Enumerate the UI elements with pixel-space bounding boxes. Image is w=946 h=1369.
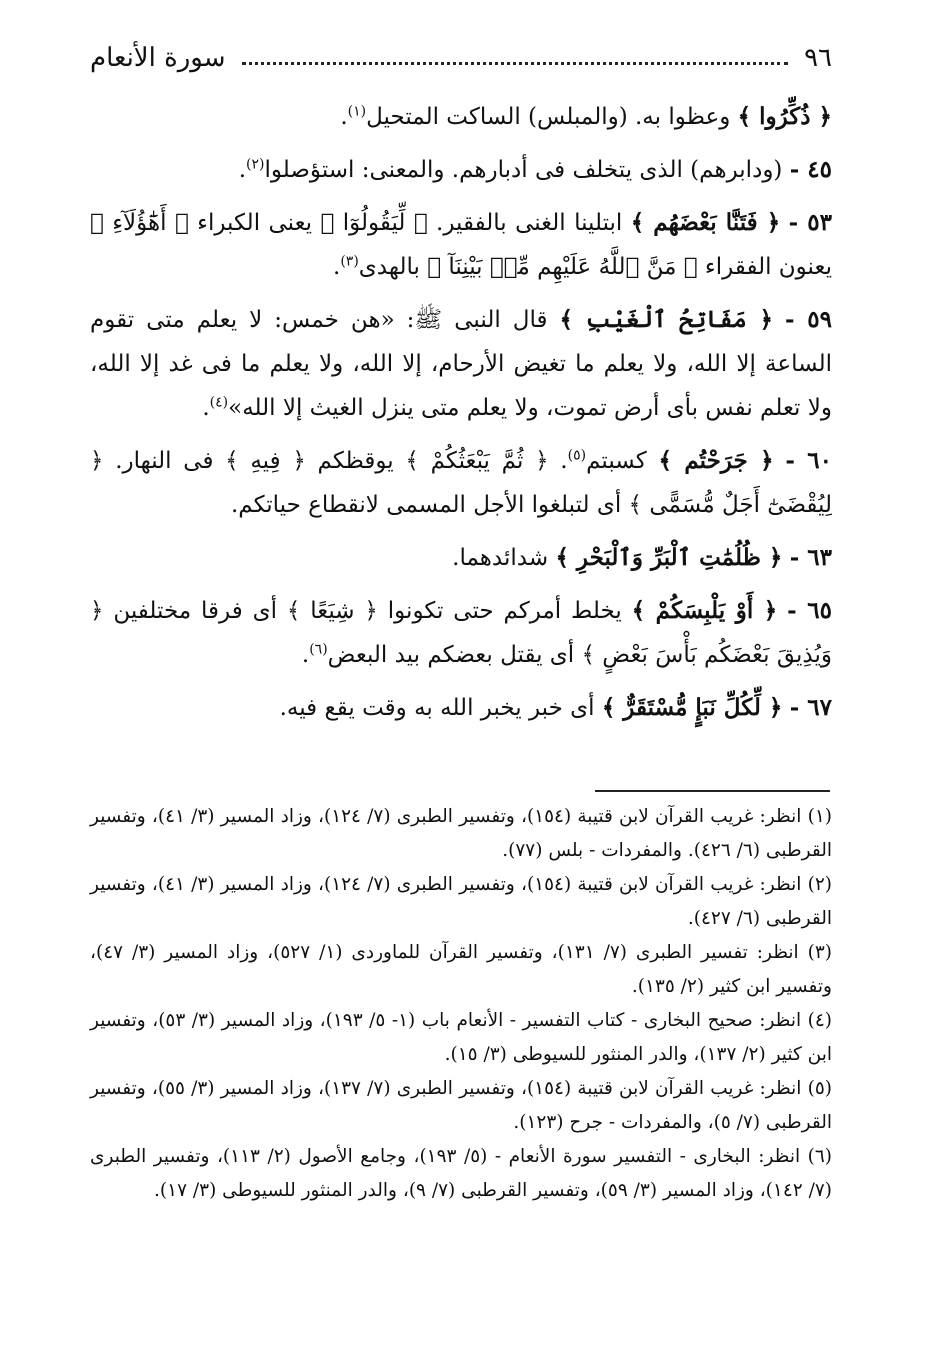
gloss-text: (ودابرهم) الذى يتخلف فى أدبارهم. والمعنى: استؤصلوا (264, 157, 783, 183)
verse-number: ٦٧ - (789, 694, 832, 721)
gloss-text: يخلط أمركم حتى تكونوا ﴿ شِيَعًا ﴾ أى فرقا مختلفين ﴿ وَيُذِيقَ بَعْضَكُم بَأْسَ بَعْضٍ ﴾ أى يقتل بعضكم بيد البعض (90, 598, 832, 668)
gloss-end: . (301, 642, 310, 668)
gloss-end: . (202, 395, 210, 421)
gloss-entry (90, 439, 832, 527)
header-dotted-leader (242, 62, 789, 65)
gloss-text: قال النبى ﷺ: «هن خمس: لا يعلم متى تقوم الساعة إلا الله، ولا يعلم ما تغيض الأرحام، إلا الله، ولا يعلم ما فى غد إلا الله، ولا تعلم نفس بأى أرض تموت، ولا يعلم متى ينزل الغيث إلا الله» (90, 307, 832, 421)
footnote-ref: (٦) (309, 641, 328, 658)
gloss-text: كسبتم (586, 448, 659, 474)
quran-phrase: ﴿ جَرَحْتُم ﴾ (658, 447, 774, 474)
gloss-entry (90, 536, 832, 580)
gloss-text: شدائدهما. (452, 545, 556, 571)
footnote-ref: (٥) (567, 447, 587, 464)
footnote-separator (595, 790, 830, 792)
quran-phrase: ﴿ ظُلُمَٰتِ ٱلْبَرِّ وَٱلْبَحْرِ ﴾ (555, 544, 783, 571)
gloss-entry (90, 148, 832, 192)
footnote: (٣) انظر: تفسير الطبرى (٧/ ١٣١)، وتفسير القرآن للماوردى (١/ ٥٢٧)، وزاد المسير (٣/ ٤٧)، وتفسير ابن كثير (٢/ ١٣٥). (90, 942, 832, 997)
footnote: (٤) انظر: صحيح البخارى - كتاب التفسير - الأنعام باب (١- ٥/ ١٩٣)، وزاد المسير (٣/ ٥٣)، وتفسير ابن كثير (٢/ ١٣٧)، والدر المنثور للسيوطى (٣/ ١٥). (90, 1010, 833, 1065)
gloss-end: . (333, 254, 341, 280)
gloss-entry (90, 298, 832, 430)
surah-title: سورة الأنعام (90, 43, 226, 73)
quran-phrase: ﴿ أَوْ يَلْبِسَكُمْ ﴾ (631, 597, 778, 624)
gloss-entry (90, 201, 832, 289)
verse-number: ٥٩ - (784, 306, 832, 333)
footnote-ref: (١) (347, 103, 367, 120)
gloss-end: . ﴿ ثُمَّ يَبْعَثُكُمْ ﴾ يوقظكم ﴿ فِيهِ ﴾ فى النهار. ﴿ لِيُقْضَىٰٓ أَجَلٌ مُّسَمًّى ﴾ أى لتبلغوا الأجل المسمى لانقطاع حياتكم. (90, 448, 832, 518)
footnote-ref: (٢) (246, 156, 265, 173)
footnotes (90, 800, 832, 1208)
quran-phrase: ﴿ مَفَاتِحُ ٱلْغَيْبِ ﴾ (559, 306, 773, 333)
footnote: (٥) انظر: غريب القرآن لابن قتيبة (١٥٤)، وتفسير الطبرى (٧/ ١٣٧)، وزاد المسير (٣/ ٥٥)، وتفسير القرطبى (٧/ ٥)، والمفردات - جرح (١٢٣). (90, 1078, 832, 1133)
gloss-text: ابتلينا الغنى بالفقير. ﴿ لِّيَقُولُوٓا ﴾ يعنى الكبراء ﴿ أَهَٰٓؤُلَآءِ ﴾ يعنون الفقراء ﴿ مَنَّ ٱللَّهُ عَلَيْهِم مِّنۢ بَيْنِنَآ ﴾ بالهدى (90, 210, 832, 280)
quran-phrase: ﴿ لِّكُلِّ نَبَإٍ مُّسْتَقَرٌّ ﴾ (601, 694, 783, 721)
footnote-ref: (٤) (209, 394, 229, 411)
gloss-entry (90, 95, 832, 139)
footnote: (٢) انظر: غريب القرآن لابن قتيبة (١٥٤)، وتفسير الطبرى (٧/ ١٢٤)، وزاد المسير (٣/ ٤١)، وتفسير القرطبى (٦/ ٤٢٧). (90, 874, 832, 929)
running-header (90, 38, 832, 78)
verse-number: ٦٠ - (785, 447, 833, 474)
quran-phrase: ﴿ فَتَنَّا بَعْضَهُم ﴾ (630, 209, 781, 236)
gloss-entry (90, 686, 832, 730)
verse-number: ٦٣ - (789, 544, 832, 571)
gloss-text: أى خبر يخبر الله به وقت يقع فيه. (279, 695, 602, 721)
main-text (90, 95, 832, 739)
quran-phrase: ﴿ ذُكِّرُوا ﴾ (737, 103, 832, 130)
verse-number: ٥٣ - (788, 209, 832, 236)
page-number: ٩٦ (804, 43, 832, 73)
footnote-ref: (٣) (340, 253, 359, 270)
footnote: (١) انظر: غريب القرآن لابن قتيبة (١٥٤)، وتفسير الطبرى (٧/ ١٢٤)، وزاد المسير (٣/ ٤١)، وتفسير القرطبى (٦/ ٤٢٦). والمفردات - بلس (٧٧). (90, 806, 832, 861)
verse-number: ٤٥ - (789, 156, 832, 183)
gloss-end: . (238, 157, 247, 183)
gloss-entry (90, 589, 832, 677)
footnote: (٦) انظر: البخارى - التفسير سورة الأنعام - (٥/ ١٩٣)، وجامع الأصول (٢/ ١١٣)، وتفسير الطبرى (٧/ ١٤٢)، وزاد المسير (٣/ ٥٩)، وتفسير القرطبى (٧/ ٩)، والدر المنثور للسيوطى (٣/ ١٧). (90, 1146, 832, 1201)
verse-number: ٦٥ - (787, 597, 832, 624)
gloss-end: . (340, 104, 348, 130)
gloss-text: وعظوا به. (والمبلس) الساكت المتحيل (366, 104, 738, 130)
